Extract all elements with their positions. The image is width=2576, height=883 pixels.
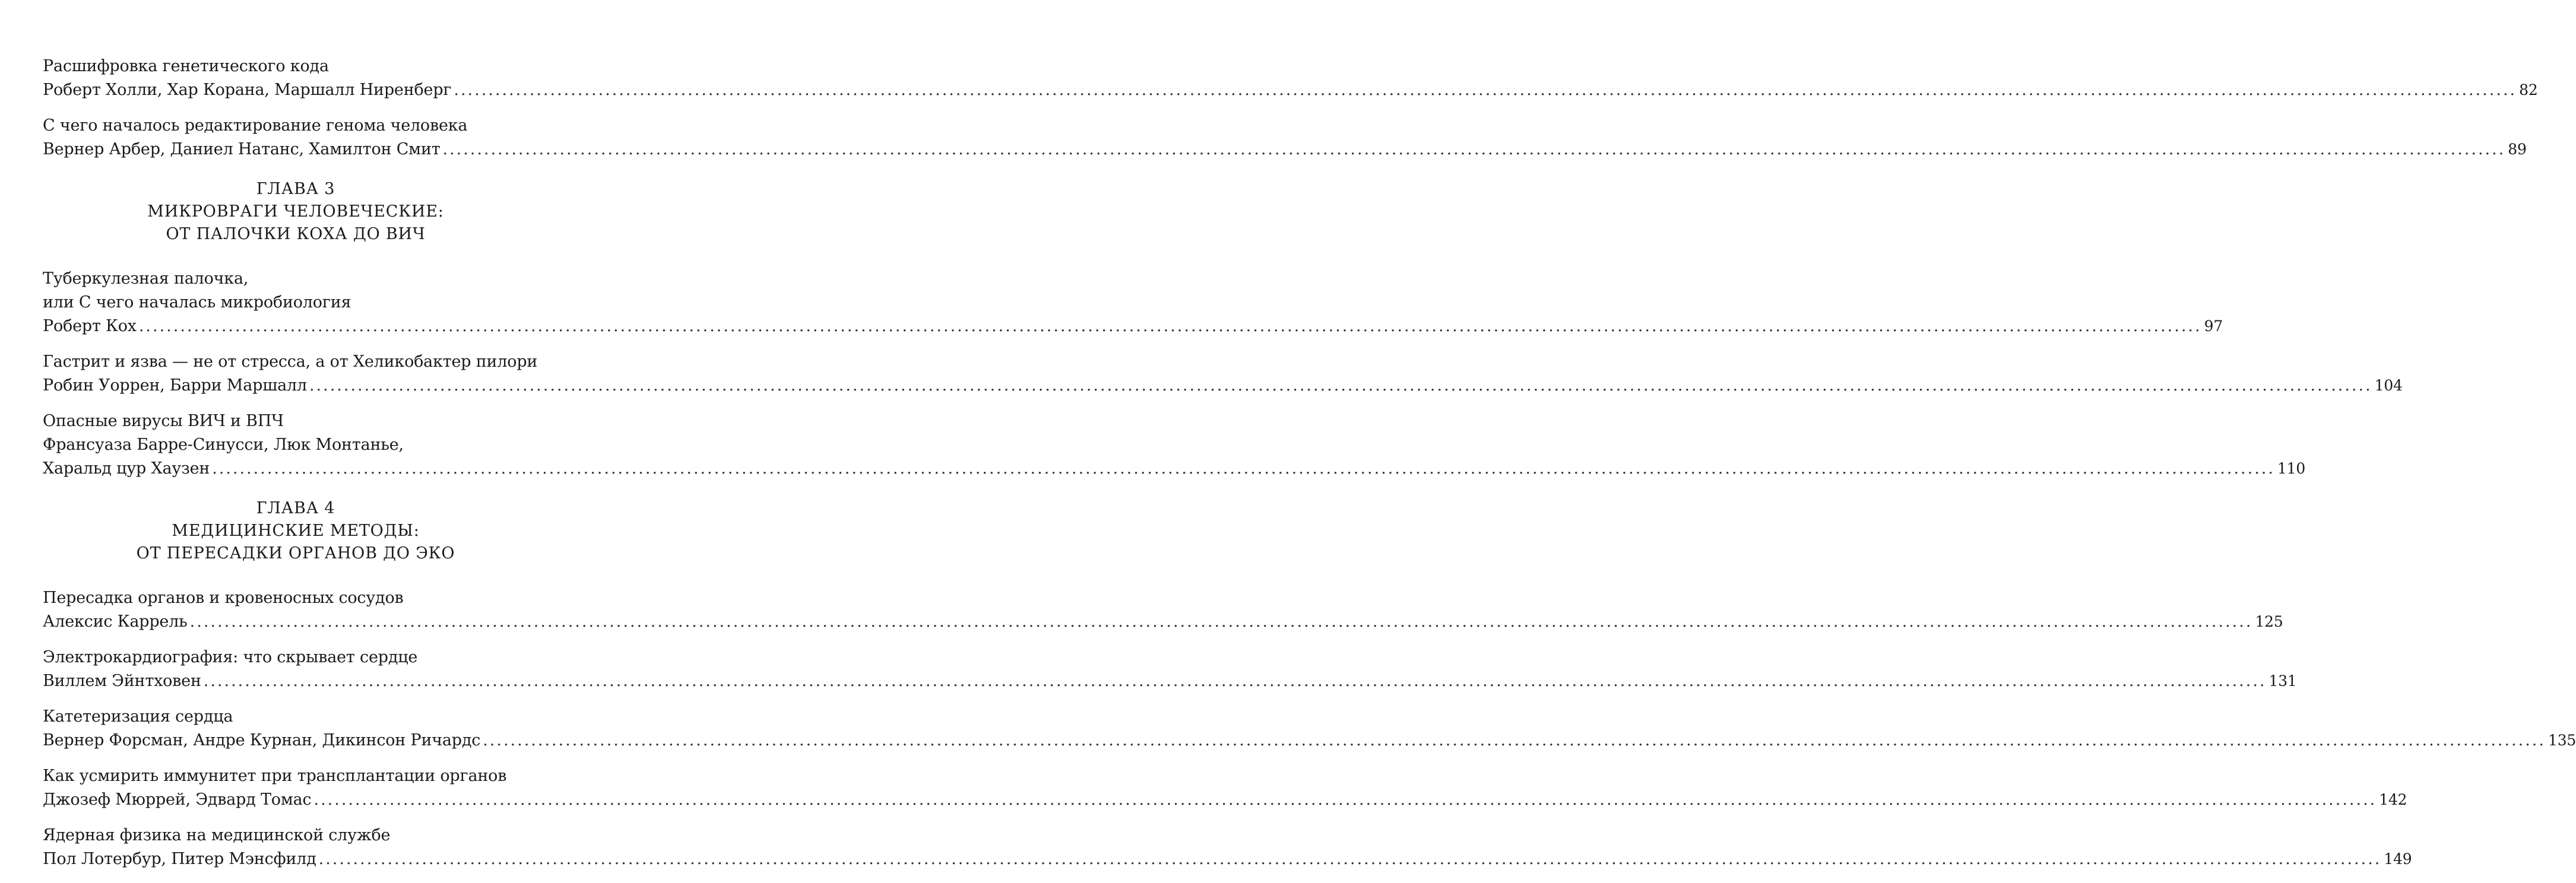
toc-entry — [43, 764, 2407, 812]
entry-leader-row — [43, 610, 2283, 634]
leader-dots: ............................................................................................................................................................................................................................................................................................................ — [203, 672, 2267, 690]
page-number: 104 — [2374, 377, 2403, 394]
leader-dots: ............................................................................................................................................................................................................................................................................................................ — [189, 612, 2253, 631]
toc-section — [43, 178, 2403, 481]
entry-authors: Виллем Эйнтховен — [43, 672, 201, 690]
entry-leader-row — [43, 315, 2223, 338]
page-number: 149 — [2384, 850, 2412, 868]
entry-leader-row — [43, 669, 2297, 693]
toc-section — [43, 55, 2538, 161]
page-number: 110 — [2277, 460, 2306, 477]
entry-authors: Алексис Каррель — [43, 612, 188, 631]
leader-dots: ............................................................................................................................................................................................................................................................................................................ — [309, 376, 2372, 395]
leader-dots: ............................................................................................................................................................................................................................................................................................................ — [442, 140, 2506, 158]
entry-authors: Робин Уоррен, Барри Маршалл — [43, 376, 307, 395]
entry-authors-line: Франсуаза Барре-Синусси, Люк Монтанье, — [43, 436, 404, 454]
chapter-number: ГЛАВА 3 — [256, 180, 335, 198]
page-number: 142 — [2379, 791, 2407, 808]
entry-authors: Пол Лотербур, Питер Мэнсфилд — [43, 850, 316, 868]
entry-leader-row — [43, 138, 2527, 161]
leader-dots: ............................................................................................................................................................................................................................................................................................................ — [212, 459, 2275, 478]
entry-title: Ядерная физика на медицинской службе — [43, 826, 391, 844]
leader-dots: ............................................................................................................................................................................................................................................................................................................ — [483, 731, 2546, 749]
page-number: 125 — [2255, 613, 2283, 630]
entry-leader-row — [43, 847, 2412, 871]
entry-authors: Роберт Кох — [43, 317, 137, 335]
toc-entry — [43, 114, 2527, 161]
chapter-title-line: ОТ ПАЛОЧКИ КОХА ДО ВИЧ — [166, 225, 426, 243]
entry-leader-row — [43, 457, 2306, 481]
page-number: 97 — [2204, 317, 2223, 335]
toc-entry — [43, 586, 2283, 634]
entry-title: Гастрит и язва — не от стресса, а от Хеликобактер пилори — [43, 352, 538, 371]
toc-section — [43, 497, 2576, 871]
leader-dots: ............................................................................................................................................................................................................................................................................................................ — [138, 317, 2202, 335]
entry-leader-row — [43, 374, 2403, 398]
entry-authors: Роберт Холли, Хар Корана, Маршалл Ниренберг — [43, 81, 452, 99]
leader-dots: ............................................................................................................................................................................................................................................................................................................ — [454, 81, 2517, 99]
chapter-heading — [43, 178, 549, 246]
toc-entry — [43, 350, 2403, 398]
entry-title: Как усмирить иммунитет при трансплантации органов — [43, 767, 507, 785]
entry-title: Пересадка органов и кровеносных сосудов — [43, 589, 404, 607]
entry-leader-row — [43, 78, 2538, 102]
toc-entry — [43, 824, 2412, 871]
chapter-title-line: МЕДИЦИНСКИЕ МЕТОДЫ: — [172, 522, 420, 540]
toc-entry — [43, 409, 2306, 481]
page-number: 131 — [2268, 672, 2297, 690]
entry-title: или С чего началась микробиология — [43, 293, 351, 312]
chapter-heading — [43, 497, 549, 565]
chapter-number: ГЛАВА 4 — [256, 499, 335, 517]
toc-entry — [43, 646, 2297, 693]
chapter-title-line: МИКРОВРАГИ ЧЕЛОВЕЧЕСКИЕ: — [147, 202, 444, 221]
entry-title: Электрокардиография: что скрывает сердце — [43, 648, 418, 666]
page-number: 89 — [2508, 141, 2527, 158]
entry-leader-row — [43, 729, 2576, 752]
leader-dots: ............................................................................................................................................................................................................................................................................................................ — [313, 790, 2377, 809]
entry-authors: Вернер Форсман, Андре Курнан, Дикинсон Ричардс — [43, 731, 481, 749]
entry-title: Катетеризация сердца — [43, 707, 233, 726]
chapter-title-line: ОТ ПЕРЕСАДКИ ОРГАНОВ ДО ЭКО — [136, 544, 455, 563]
leader-dots: ............................................................................................................................................................................................................................................................................................................ — [318, 850, 2382, 868]
entry-authors: Джозеф Мюррей, Эдвард Томас — [43, 790, 312, 809]
toc-entry — [43, 705, 2576, 752]
entry-title: Опасные вирусы ВИЧ и ВПЧ — [43, 412, 284, 430]
entry-leader-row — [43, 788, 2407, 812]
entry-authors: Вернер Арбер, Даниел Натанс, Хамилтон Смит — [43, 140, 441, 158]
page-number: 82 — [2519, 81, 2538, 99]
entry-title: С чего началось редактирование генома человека — [43, 116, 468, 135]
toc-entry — [43, 55, 2538, 102]
entry-title: Туберкулезная палочка, — [43, 269, 249, 288]
entry-title: Расшифровка генетического кода — [43, 57, 329, 75]
entry-authors: Харальд цур Хаузен — [43, 459, 210, 478]
toc-entry — [43, 267, 2223, 338]
table-of-contents — [43, 55, 2576, 883]
page-number: 135 — [2548, 732, 2576, 749]
